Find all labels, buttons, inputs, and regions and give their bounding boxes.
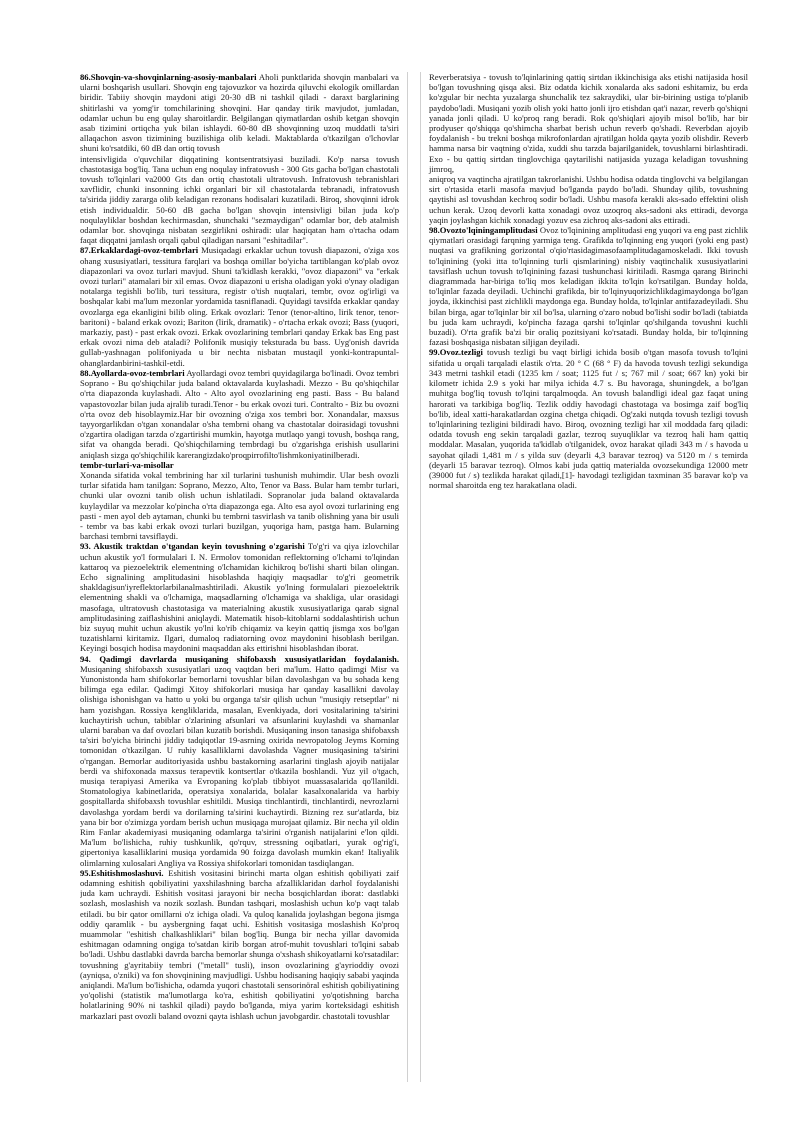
section-heading: 95.Eshitishmoslashuvi. <box>80 867 164 878</box>
section-2 <box>80 368 399 541</box>
paragraph-text: Ayollardagi ovoz tembri quyidagilarga bo'linadi. Ovoz tembri Soprano - Bu qo'shiqchilar juda baland oktavalarda kuylashadi. Mezzo - Bu qo'shiqchilar o'rta diapazonda kuylashadi. Alto - Alto ayol ovozlarining eng pasti. Bass - Bu baland vapastovozlar bilan juda ajralib turadi.Tenor - bu erkak ovozi turi. Contralto - Biz bu ovozni o'rta ovoz deb hisoblaymiz.Har bir ovozning o'ziga xos tembri bor. Xonandalar, maxsus tayyorgarlikdan o'tgan xonandalar o'sha tembrni ohang va chastotalar doirasidagi tovushni o'zgartira oladigan tarzda o'zgartirishi mumkin, hayotga mutlaqo yangi tovush, boshqa rang, sifat va ohangda beradi. Qo'shiqchilarning tembrdagi bu o'zgarishga erishish usullarini aniqlash sizga qo'shiqchilik karerangizdako'proqpirrofilto'lishmkoniyatinilberadi. <box>80 367 399 460</box>
paragraph <box>80 154 399 246</box>
paragraph <box>80 245 399 367</box>
section-3 <box>80 541 399 653</box>
paragraph-text: Reverberatsiya - tovush to'lqinlarining qattiq sirtdan ikkinchisiga aks etishi natijasida hosil bo'lgan tovushning qisqa aksi. Biz odatda kichik xonalarda aks sadoni eshitamiz, bu erda ko'zgular bir nechta yuzalarga shunchalik tez sakraydiki, ular bir-birining ustiga to'planib paydobo'ladi. Musiqani yozib olish yoki hatto jonli ijro etishdan qat'i nazar, reverb qo'shiqni yanada jonli qiladi. U ko'proq rang beradi. Rok qo'shiqlari ajoyib misol bo'lib, har bir prodyuser qo'shiqqa qo'shimcha sharbat berish uchun reverb qo'shadi. Reverbdan ajoyib foydalanish - bu trekni boshqa mikrofonlardan ajratilgan holda qayta yozib olishdir. Reverb hamma narsa bir vaqtning o'zida, xuddi shu tarzda bajarilganidek, tovushlarni birlashtiradi. Exo - bu qattiq sirtdan tinglovchiga qaytarilishi natijasida yuzaga keladigan tovushning jimroq, <box>429 72 748 174</box>
paragraph-text: aniqroq va vaqtincha ajratilgan takrorlanishi. Ushbu hodisa odatda tinglovchi va belgilangan sirt o'rtasida etarli masofa mavjud bo'lganda paydo bo'ladi. Shunday qilib, tovushning qaytishi asl tovushdan kechroq sodir bo'ladi. Ushbu masofa kerakli aks-sado effektini olish uchun kerak. Uzoq devorli katta xonadagi ovoz uzoqroq aks-sadoni aks ettiradi, devorga yaqin joylashgan kichik xonadagi yozuv esa zichroq aks-sadoni aks ettiradi. <box>429 174 748 225</box>
section-2 <box>429 347 748 490</box>
paragraph-text: intensivligida o'quvchilar diqqatining kontsentratsiyasi buziladi. Ko'p narsa tovush chastotasiga bog'liq. Tana uchun eng noqulay infratovush - 300 Gts gacha bo'lgan chastotali tovush to'lqinlari va2000 Gts dan ortiq chastotali ultratovush. Infratovush tebranishlari xavflidir, chunki insonning ichki organlari bir xil chastotalarda tebranadi, infratovush ta'sirida jiddiy zararga olib keladigan rezonans hodisalari kuzatiladi. Biroq, shovqinni idrok etish individualdir. 50-60 dB gacha bo'lgan shovqin intensivligi bilan juda ko'p noqulayliklar boshdan kechirmasdan, shunchaki "sezmaydigan" odamlar bor, deb atalmish odamlar bor. shovqinga nisbatan sezgirlikni oshiradi: ular haqiqatan ham o'rtacha odam faqat diqqatni jamlash orqali qabul qiladigan narsani "eshitadilar". <box>80 153 399 246</box>
section-0 <box>80 72 399 245</box>
paragraph-text: Musiqaning shifobaxsh xususiyatlari uzoq vaqtdan beri ma'lum. Hatto qadimgi Misr va Yunonistonda ham shifokorlar bemorlarni tovushlar bilan davolashgan va bu sohada keng bilimga ega edilar. Qadimgi Xitoy shifokorlari musiqa har qanday kasallikni davolay olishiga ishonishgan va hatto u yoki bu organga ta'sir qilish uchun "musiqiy retseptlar" ni ham yozishgan. Rossiya kengliklarida, masalan, Evenkiyada, dori vositalarining ta'sirini kuchaytirish uchun, tabiblar o'zlarining afsunlari va afsunlarini kuylashdi va shamanlar ularni baraban va daf ovozlari bilan kuzatib borishdi. Musiqaning inson tanasiga shifobaxsh ta'siri bo'yicha birinchi jiddiy tadqiqotlar 19-asrning oxirida nevropatolog Jeyms Korning tomonidan o'tkazilgan. U ruhiy kasalliklarni davolashda Vagner musiqasining ta'sirini o'rgangan. Bemorlar auditoriyasida ushbu bastakorning asarlarini tinglash ajoyib natijalar berdi va shifoxonada maxsus terapevtik kontsertlar o'tkazila boshlandi. Yuz yil o'tgach, musiqa terapiyasi Amerika va Evropaning ko'plab tibbiyot muassasalarida qo'llanildi. Stomatologiya kabinetlarida, operatsiya xonalarida, bolalar kasalxonalarida va harbiy gospitallarda shifobaxsh tovushlar eshitildi. Musiqa tinchlantirdi, tinchlantirdi, nevrozlarni davolashga yordam berdi va dorilarning ta'sirini kuchaytirdi. Bizning rez sur'atlarda, biz yana bir bor o'zimizga yordam berish uchun musiqaga murojaat qilamiz. Bir necha yil oldin Rim Fanlar akademiyasi musiqaning odamlarga ta'sirini o'rganish natijalarini e'lon qildi. Ma'lum bo'lishicha, ruhiy tushkunlik, qo'rquv, stressning oqibatlari, yurak og'rig'i, gipertoniya kasalliklarini musiqa yordamida 90 foizga davolash mumkin ekan! Italiyalik olimlarning xulosalari Angliya va Rossiya shifokorlari tomonidan tasdiqlangan. <box>80 663 399 868</box>
section-heading: 98.Ovozto'lqiningamplitudasi <box>429 225 538 236</box>
paragraph <box>80 460 399 470</box>
paragraph <box>429 174 748 225</box>
paragraph-text: Xonanda sifatida vokal tembrining har xil turlarini tushunish muhimdir. Ular besh ovozli turlar sifatida ham tanilgan: Soprano, Mezzo, Alto, Tenor va Bass. Bular ham tembr turlari, chunki ular ovozni tanib olish uchun ishlatiladi. Sopranolar juda baland oktavalarda kuylaydilar va mezzolar ko'pincha o'rta diapazonga ega. Alto esa ayol ovozi turlarining eng pasti - men ayol deb aytaman, chunki bu tembrni tasvirlash va tanib olishning yana bir usuli - tembr va bas kabi erkak ovozi turlari buzilgan, yuqoriga ham, pastga ham. Bularning barchasi tembrni tavsiflaydi. <box>80 469 399 542</box>
right-column <box>420 72 748 1082</box>
section-heading: 99.Ovoz.tezligi <box>429 347 483 358</box>
section-heading: 87.Erkaklardagi-ovoz-tembrlari <box>80 245 199 256</box>
section-0 <box>429 72 748 225</box>
paragraph-text: Aholi punktlarida shovqin manbalari va ularni boshqarish usullari. Shovqin eng tajovuzkor va hozirda qiluvchi ekologik omillardan biridir. Tabiiy shovqin maydoni atigi 20-30 dB ni tashkil qiladi - daraxt barglarining shitirlashi va yomg'ir tomchilarining shovqini. Har qanday tirik mavjudot, jumladan, odamlar uchun bu eng qulay sharoitlardir. Belgilangan qiymatlardan oshib ketgan shovqin asab tizimini ortiqcha yuk bilan ishlaydi. 60-80 dB shovqinning uzoq muddatli ta'siri allaqachon asvon tizimining buzilishiga olib keladi. Maktablarda o'tkazilgan o'lchovlar shuni ko'rsatdiki, 60 dB dan ortiq tovush <box>80 72 399 154</box>
section-heading: 88.Ayollarda-ovoz-tembrlari <box>80 367 185 378</box>
paragraph-text: tovush tezligi bu vaqt birligi ichida bosib o'tgan masofa tovush to'lqini sifatida u orqali tarqaladi elastik o'rta. 20 ° C (68 ° F) da havoda tovush tezligi sekundiga 343 metrni tashkil etadi (1235 km / soat; 1125 fut / s; 767 mil / soat; 667 kn) yoki bir kilometr ichida 2.9 s yoki har milya ichida 4.7 s. Bu havoraga, shuningdek, a bo'lgan muhitga bog'liq tovush to'lqini tarqalmoqda. An tovush balandligi ideal gaz faqat uning harorati va tarkibiga bog'liq. Tezlik oddiy havodagi chastotaga va bosimga zaif bog'liq bo'lib, ideal xatti-harakatlardan ozgina chetga chiqadi. Og'zaki nutqda tovush tezligi tovush to'lqinlarining tezligini bildiradi havo. Biroq, ovozning tezligi har xil moddada farq qiladi: odatda tovush eng sekin tarqaladi gazlar, tezroq suyuqliklar va tezroq hali ham qattiq moddalar. Masalan, yuqorida ta'kidlab o'tilganidek, ovoz harakat qiladi 343 m / s havoda u sayohat qiladi 1,481 m / s yilda suv (deyarli 4,3 baravar tezroq) va 5120 m / s temirda (deyarli 15 baravar tezroq). Olmos kabi juda qattiq materialda ovozsekundiga 12000 metr (39000 fut / s) tezlikda harakat qiladi,[1]- havodagi tezligidan taxminan 35 baravar ko'p va normal sharoitda eng tez harakatlana oladi. <box>429 347 748 491</box>
section-4 <box>80 654 399 868</box>
paragraph-text: To'g'ri va qiya izlovchilar uchun akustik yo'l formulalari I. N. Ermolov tomonidan reflektorning o'lchami to'lqindan kattaroq va piezoelektrik elementning o'lchamidan kichikroq bo'lishi sharti bilan olingan. Echo signalining amplitudasini hisoblashda haqiqiy maqsadlar to'g'ri geometrik shakldagisun'iyreflektorlarbilanalmashtiriladi. Akustik yo'lning formulalari piezoelektrik elementning shakli va o'lchamiga, maqsadlarning o'lchamiga va shakliga, ular orasidagi masofaga, ultratovush chastotasiga va materialning akustik xususiyatlariga qarab signal amplitudasining zaiflashishini aniqlaydi. Matematik hisob-kitoblarni soddalashtirish uchun biz suyuq muhit uchun akustik yo'lni ko'rib chiqamiz va keyin qattiq jismga xos bo'lgan tuzatishlarni kiritamiz. Ilgari, dumaloq radiatorning ovoz maydonini hisoblash berilgan. Keyingi bosqich hodisa maydonini maqsaddan aks ettirishni hisoblashdan iborat. <box>80 541 399 654</box>
paragraph <box>80 72 399 154</box>
paragraph <box>80 541 399 653</box>
document-page <box>80 72 748 1082</box>
paragraph <box>80 868 399 1021</box>
paragraph-text: Ovoz to'lqinining amplitudasi eng yuqori va eng past zichlik qiymatlari orasidagi farqning yarmiga teng. Grafikda to'lqinning eng yuqori (yoki eng past) nuqtasi va grafikning gorizontal o'qio'rtasidagimasofaamplitudagamoskeladi. Ikki tovush to'lqinining (yoki itta to'lqinning turli qismlarining) nisbiy vaqtinchalik xususiyatlarini tavsiflash uchun tovush to'lqinining fazasi tushunchasi kiritiladi. Rasmga qarang Birinchi diagrammada har-biriga to'liq mos keladigan ikkita to'lqin ko'rsatilgan. Bunday holda, to'lqinlar fazada deyiladi. Uchinchi grafikda, bir to'lqinyuqorizichlikdagimaydonga bo'lgan joyda, ikkinchisi past zichlikli maydonga ega. Bunday holda, to'lqinlar antifazadeyiladi. Shu bilan birga, agar to'lqinlar bir xil bo'lsa, ularning o'zaro nobud bo'lishi sodir bo'ladi (tabiatda bu juda kam uchraydi, ko'pincha fazaga qarshi to'lqinlar qo'shilganda tovushni kuchli buzadi). O'rta grafik ba'zi bir oraliq pozitsiyani ko'rsatadi. Bunday holda, bir to'lqinning fazasi boshqasiga nisbatan siljigan deyiladi. <box>429 225 748 348</box>
paragraph <box>80 470 399 541</box>
paragraph <box>80 368 399 460</box>
section-heading: 93. Akustik traktdan o'tgandan keyin tovushning o'zgarishi <box>80 541 305 552</box>
paragraph <box>80 654 399 868</box>
paragraph <box>429 225 748 347</box>
section-1 <box>80 245 399 367</box>
section-heading: 94. Qadimgi davrlarda musiqaning shifobaxsh xususiyatlaridan foydalanish. <box>80 653 399 664</box>
paragraph-text: Eshitish vositasini birinchi marta olgan eshitish qobiliyati zaif odamning eshitish qobiliyatini yaxshilashning barcha afzalliklaridan darhol foydalanishi juda kam uchraydi. Eshitish vositasi jarayoni bir necha bosqichlardan iborat: dastlabki sozlash, moslashish va nozik sozlash. Bundan tashqari, moslashish uchun ko'p vaqt talab etiladi. bu bir qator omillarni o'z ichiga oladi. Va quloq kanalida joylashgan begona jismga oddiy qaramlik - bu aysbergning faqat uchi. Eshitish vositasiga moslashish Ko'proq muammolar "eshitish chalkashliklari" bilan bog'liq. Bunga bir necha yillar davomida eshitmagan odamning ongiga to'satdan kirib borgan atrof-muhit tovushlari to'lqini sabab bo'ladi. Ushbu dastlabki davrda barcha bemorlar shunga o'xshash shikoyatlarni ko'rsatadilar: tovushning g'ayritabiiy tembri ("metall" tusli), inson ovozlarining g'ayrioddiy ovozi (ayniqsa, o'zniki) va fon shovqinining mavjudligi. Ushbu hodisaning haqiqiy sababi yaqinda aniqlandi. Ma'lum bo'lishicha, odamda yuqori chastotali sensorinöral eshitish qobiliyatining yo'qolishi (statistik ma'lumotlarga ko'ra, eshitish qobiliyatini yo'qotishning barcha holatlarining 90% ni tashkil qiladi) paydo bo'lganda, miya yarim korteksidagi eshitish markazlari past ovozli baland ovozni qayta ishlash uchun javobgardir. chastotali tovushlar <box>80 867 400 1021</box>
paragraph <box>429 72 748 174</box>
section-1 <box>429 225 748 347</box>
section-heading: 86.Shovqin-va-shovqinlarning-asosiy-manbalari <box>80 72 257 82</box>
paragraph <box>429 347 748 490</box>
section-5 <box>80 868 399 1021</box>
paragraph-text: Musiqadagi erkaklar uchun tovush diapazoni, o'ziga xos ohang xususiyatlari, tessitura farqlari va boshqa omillar bo'yicha tartiblangan ko'plab ovoz diapazonlari va ovoz turlari mavjud. Shuni ta'kidlash kerakki, "ovoz diapazoni" va "erkak ovozi turlari" atamalari bir xil emas. Ovoz diapazoni u erisha oladigan yoki o'ynay oladigan notalarga tegishli bo'lib, turi tessitura, registr o'tish nuqtalari, tembr, ovoz og'irligi va boshqalar kabi ma'lum mezonlar yordamida tasniflanadi. Quyidagi tavsifda erkaklar qanday ovozlarga ega ekanligini bilib oling. Erkak ovozlari: Tenor (tenor-altino, lirik tenor, tenor-baritoni) - baland erkak ovozi; Bariton (lirik, dramatik) - o'rtacha erkak ovozi; Bass (yuqori, markaziy, past) - past erkak ovozi. Erkak ovozlarining tembrlari qanday Erkak bas Eng past erkak ovozi nima deb ataladi? Polifonik musiqiy teksturada bu bass. Uyg'onish davrida gullab-yashnagan polifoniyada u bir nechta nisbatan mustaqil yonki-kontrapuntal-ohanglardanbirini-tashkil-etdi. <box>80 245 399 368</box>
paragraph-text: tembr-turlari-va-misollar <box>80 459 174 470</box>
left-column <box>80 72 408 1082</box>
